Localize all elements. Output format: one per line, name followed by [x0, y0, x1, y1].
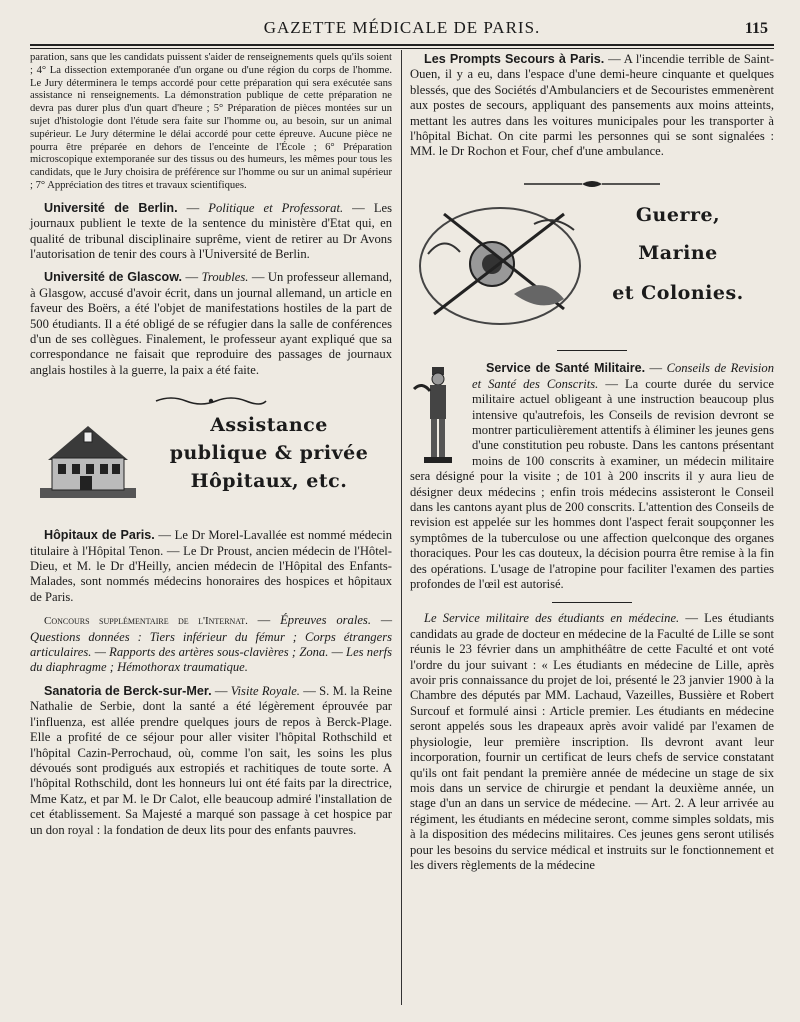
hopitaux-heading: Hôpitaux de Paris. [44, 528, 155, 543]
concours-heading: Concours supplémentaire de l'Internat. [44, 615, 248, 628]
sante-article: Service de Santé Militaire. — Conseils de Revision et Santé des Conscrits. — La courte durée du service militaire actuel obligeant à une instruction beaucoup plus intensive qu'autrefois, les Conseils de revision devront se montrer particulièrement attentifs à éliminer les jeunes gens d'une constitution peu robuste. Dans les cantons présentant moins de 100 conscrits à examiner, un médecin militaire sera désigné pour la visite ; de 101 à 200 inscrits il y aura lieu de désigner deux médecins ; enfin trois médecins assisteront le Conseil dans les cantons ayant plus de 200 conscrits. L'attention des Conseils de revision est appelée sur les hommes dont l'aspect ferait soupçonner les symptômes de la tuberculose ou une affection quelconque des organes thoraciques. Pour les cas douteux, la décision pourra être remise à la fin des opérations. L'usage de l'atropine pour faciliter l'examen des parties profondes de l'œil est autorisé. [410, 361, 774, 592]
assistance-line2: publique & privée [169, 442, 369, 465]
berlin-heading: Université de Berlin. [44, 200, 178, 215]
continued-text: paration, sans que les candidats puissent s'aider de renseignements quels qu'ils soient ; 4° La dissection extemporanée d'un organe ou d'une région du corps de l'homme. Le Jury déterminera le temps accordé pour cette préparation qui sera exécutée sans assistance ni renseignements. La démonstration publique de cette préparation ne devra pas durer plus d'un quart d'heure ; 5° Préparation de pièces montées sur un sujet d'histologie dont l'étude sera faite sur l'homme ou, au besoin, sur un animal supérieur. Le Jury détermine le délai accordé pour cette épreuve. Aucune pièce ne pourra être préparée en dehors de l'enceinte de l'École ; 6° Préparation microscopique extemporanée sur des tissus ou des humeurs, les mêmes pour tous les candidats, que le Jury choisira de préférence sur l'homme ou sur un animal supérieur ; 7° Appréciation des titres et travaux scientifiques. [30, 52, 392, 191]
section-rule [552, 602, 632, 603]
prompts-heading: Les Prompts Secours à Paris. [424, 52, 605, 66]
sante-heading: Service de Santé Militaire. [486, 361, 646, 376]
glasgow-heading: Université de Glascow. [44, 270, 183, 285]
page-header [30, 16, 774, 44]
berlin-subheading: Politique et Professorat. [208, 200, 344, 215]
journal-title: GAZETTE MÉDICALE DE PARIS. [263, 18, 541, 37]
guerre-line3: et Colonies. [612, 281, 744, 304]
short-rule [557, 350, 627, 352]
berlin-text: Les journaux publient le texte de la sentence du ministère d'Etat qui, en qualité de tribunal disciplinaire suprême, vient de retirer au Dr Avons l'autorisation de tenir des cours à l'Université de Berlin. [30, 200, 393, 261]
concours-text: — Questions données : Tiers inférieur du fémur ; Corps étrangers articulaires. — Rapports des artères sous-clavières ; Zona. — Les nerfs du diaphragme ; Hémothorax traumatique. [30, 613, 393, 675]
soldier-bugler-illustration [410, 363, 466, 467]
glasgow-article: Université de Glascow. — Troubles. — Un professeur allemand, à Glasgow, accusé d'avoir écrit, dans un journal allemand, un article en faveur des Boërs, a été l'objet de manifestations hostiles de la part de 500 étudiants. Il a été obligé de se réfugier dans la salle de conférences d'un de ses collègues. Finalement, le professeur ayant expliqué que sa correspondance ne faisait que reproduire des passages de journaux anglais hostiles à la guerre, la paix a été faite. [30, 270, 392, 377]
etudiants-heading: Le Service militaire des étudiants en médecine. [424, 611, 680, 626]
guerre-line1: Guerre, [635, 203, 721, 226]
glasgow-text: Un professeur allemand, à Glasgow, accusé d'avoir écrit, dans un journal allemand, un article en faveur des Boërs, a été l'objet de manifestations hostiles de la part de 500 étudiants. Il a été obligé de se réfugier dans la salle de conférences d'un de ses collègues. Finalement, le professeur ayant expliqué que sa correspondance ne faisait que reproduire des passages de journaux anglais hostiles à la guerre, la paix a été faite. [30, 270, 392, 377]
hopitaux-text: Le Dr Morel-Lavallée est nommé médecin titulaire à l'Hôpital Tenon. — Le Dr Proust, ancien médecin de l'Hôtel-Dieu, et M. le Dr d'Heilly, ancien médecin de l'Hôpital des Enfants-Malades, sont nommés médecins honoraires des hospices et hôpitaux de Paris. [30, 528, 393, 604]
right-column [410, 52, 774, 873]
sante-subheading: Conseils de Revision et Santé des Conscrits. [472, 361, 774, 391]
sanatoria-text: S. M. la Reine Nathalie de Serbie, dont la santé a été légèrement éprouvée par l'influenza, est allée prendre quelques jours de repos à Berck-Plage. Elle a profité de ce séjour pour aller visiter l'hôpital Rothschild et l'hôpital Cazin-Perrochaud, où, comme l'on sait, les soins les plus dévoués sont prodigués aux estropiés et rachitiques de toute sorte. A l'hôpital Rothschild, dont les honneurs lui ont été faits par la directrice, Mme Katz, et par M. le Dr Calot, elle beaucoup admiré l'installation de cet établissement. Sa Majesté a marqué son passage à cet hospice par un don royal : la fondation de deux lits pour des enfants pauvres. [30, 683, 393, 837]
guerre-banner [410, 190, 774, 340]
header-rule-thin [30, 48, 774, 49]
assistance-line3: Hôpitaux, etc. [190, 470, 348, 493]
sanatoria-subheading: Visite Royale. [230, 683, 300, 698]
military-trophy-illustration [414, 194, 586, 334]
concours-subheading: Épreuves orales. [280, 613, 371, 628]
glasgow-subheading: Troubles. [201, 270, 249, 285]
etudiants-text: Les étudiants candidats au grade de docteur en médecine de la Faculté de Lille se sont réunis le 23 février dans un amphithéâtre de cette Faculté et ont voté l'ordre du jour suivant : « Les étudiants en médecine de Lille, après avoir pris connaissance du projet de loi, présenté le 23 janvier 1900 à la Chambre des députés par MM. Lachaud, Vazeilles, Bussière et Robert Surcouf et formulé ainsi : Article premier. Les étudiants en médecine seront appelés sous les drapeaux après avoir validé par l'examen de physiologie, leur première inscription. Ils devront avant leur incorporation, fournir un certificat de leurs chefs de service constatant qu'ils ont fait pendant la première année de médecine un stage de six mois dans un service de chirurgie et pendant la deuxième année, un stage d'un an dans un service de médecine. — Art. 2. A leur arrivée au régiment, les étudiants en médecine seront, comme simples soldats, mis à la disposition des médecins militaires. Ces jeunes gens seront utilisés pour les besoins du service médical et instruits sur le fonctionnement et les divers règlements de la médecine [410, 611, 775, 872]
column-separator [401, 50, 402, 1005]
header-rule [30, 44, 774, 46]
assistance-banner [30, 408, 392, 520]
page-number: 115 [744, 20, 768, 37]
assistance-line1: Assistance [210, 414, 328, 437]
guerre-line2: Marine [638, 241, 718, 264]
etudiants-article: Le Service militaire des étudiants en médecine. — Les étudiants candidats au grade de docteur en médecine de la Faculté de Lille se sont réunis le 23 février dans un amphithéâtre de cette Faculté et ont voté l'ordre du jour suivant : « Les étudiants en médecine de Lille, après avoir pris connaissance du projet de loi, présenté le 23 janvier 1900 à la Chambre des députés par MM. Lachaud, Vazeilles, Bussière et Robert Surcouf et formulé ainsi : Article premier. Les étudiants en médecine seront appelés sous les drapeaux après avoir validé par l'examen de physiologie, leur première inscription. Ils devront avant leur incorporation, fournir un certificat de leurs chefs de service constatant qu'ils ont fait pendant la première année de médecine un stage de six mois dans un service de chirurgie et pendant la deuxième année, un stage d'un an dans un service de médecine. — Art. 2. A leur arrivée au régiment, les étudiants en médecine seront, comme simples soldats, mis à la disposition des médecins militaires. Ces jeunes gens seront utilisés pour les besoins du service médical et instruits sur le fonctionnement et les divers règlements de la médecine [410, 611, 775, 872]
prompts-article: Les Prompts Secours à Paris. — A l'incendie terrible de Saint-Ouen, il y a eu, dans l'espace d'une demi-heure cinquante et quelques blessés, que des Sociétés d'Ambulanciers et de Secouristes emmenèrent aux postes de secours, appliquant des pansements aux moins atteints, mettant les autres dans les voitures municipales pour les transporter à l'hôpital Bichat. On cite parmi les personnes qui se sont signalées : MM. le Dr Rochon et Four, chef d'une ambulance. [410, 52, 774, 159]
prompts-text: A l'incendie terrible de Saint-Ouen, il y a eu, dans l'espace d'une demi-heure cinquante et quelques blessés, que des Sociétés d'Ambulanciers et de Secouristes emmenèrent aux postes de secours, appliquant des pansements aux moins atteints, mettant les autres dans les voitures municipales pour les transporter à l'hôpital Bichat. On cite parmi les personnes qui se sont signalées : MM. le Dr Rochon et Four, chef d'une ambulance. [410, 52, 774, 159]
sante-section [410, 361, 774, 592]
sante-text: La courte durée du service militaire actuel obligeant à une instruction beaucoup plus intensive qu'autrefois, les Conseils de revision devront se montrer particulièrement attentifs à éliminer les jeunes gens d'une constitution peu robuste. Dans les cantons présentant moins de 100 conscrits à examiner, un médecin militaire sera désigné pour la visite ; de 101 à 200 inscrits il y aura lieu de désigner deux médecins ; enfin trois médecins assisteront le Conseil dans les cantons ayant plus de 200 conscrits. L'attention des Conseils de revision est appelée sur les hommes dont l'aspect ferait soupçonner les symptômes de la tuberculose ou une affection quelconque des organes thoraciques. Pour les cas douteux, la décision pourra être remise à la fin des opérations. L'usage de l'atropine pour faciliter l'examen des parties profondes de l'œil est autorisé. [410, 376, 774, 592]
ornament-divider-right [522, 178, 662, 190]
concours-article: Concours supplémentaire de l'Internat. — Épreuves orales. — Questions données : Tiers inférieur du fémur ; Corps étrangers articulaires. — Rapports des artères sous-clavières ; Zona. — Les nerfs du diaphragme ; Hémothorax traumatique. [30, 613, 393, 675]
left-column [30, 52, 392, 838]
hopitaux-article: Hôpitaux de Paris. — Le Dr Morel-Lavallée est nommé médecin titulaire à l'Hôpital Tenon. — Le Dr Proust, ancien médecin de l'Hôtel-Dieu, et M. le Dr d'Heilly, ancien médecin de l'Hôpital des Enfants-Malades, sont nommés médecins honoraires des hospices et hôpitaux de Paris. [30, 528, 393, 604]
sanatoria-article: Sanatoria de Berck-sur-Mer. — Visite Royale. — S. M. la Reine Nathalie de Serbie, dont la santé a été légèrement éprouvée par l'influenza, est allée prendre quelques jours de repos à Berck-Plage. Elle a profité de ce séjour pour aller visiter l'hôpital Rothschild et l'hôpital Cazin-Perrochaud, où, comme l'on sait, les soins les plus dévoués sont prodigués aux estropiés et rachitiques de toute sorte. A l'hôpital Rothschild, dont les honneurs lui ont été faits par la directrice, Mme Katz, et par M. le Dr Calot, elle beaucoup admiré l'installation de cet établissement. Sa Majesté a marqué son passage à cet hospice par un don royal : la fondation de deux lits pour des enfants pauvres. [30, 683, 393, 837]
berlin-article: Université de Berlin. — Politique et Professorat. — Les journaux publient le texte de la sentence du ministère d'Etat qui, en qualité de tribunal disciplinaire suprême, vient de retirer au Dr Avons l'autorisation de tenir des cours à l'Université de Berlin. [30, 200, 393, 261]
ornament-divider [151, 394, 271, 408]
sanatoria-heading: Sanatoria de Berck-sur-Mer. [44, 683, 212, 698]
building-illustration [34, 418, 142, 504]
